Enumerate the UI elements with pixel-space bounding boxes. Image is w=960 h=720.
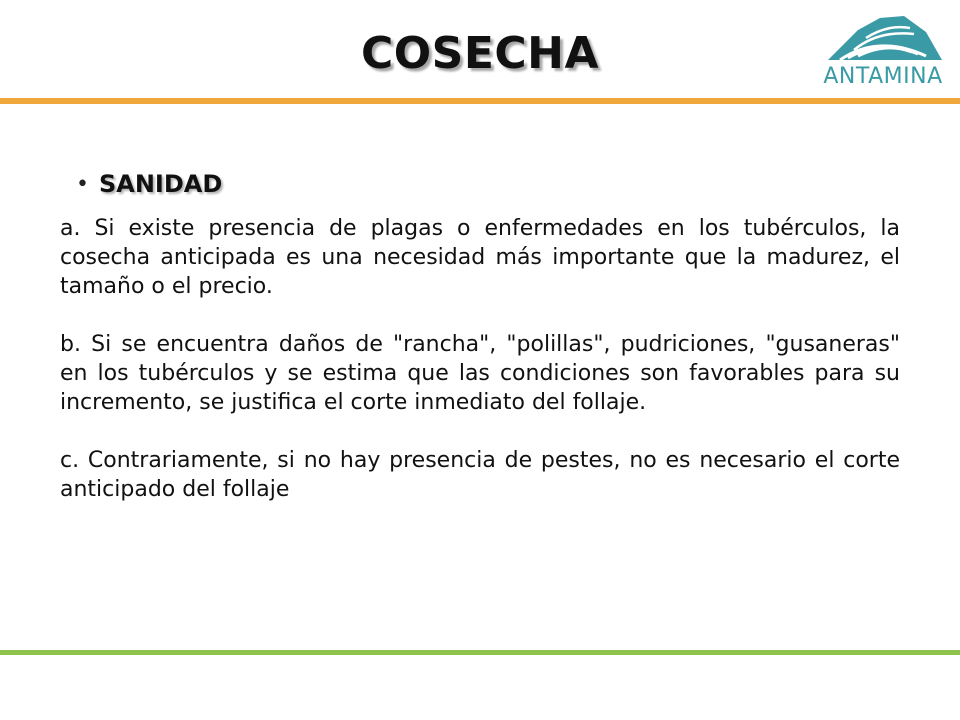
paragraph-b: b. Si se encuentra daños de "rancha", "polillas", pudriciones, "gusaneras" en los tubérculos y se estima que las condiciones son favorables para su incremento, se justifica el corte inmediato del follaje.: [60, 332, 900, 415]
antamina-logo: [818, 8, 948, 98]
top-accent-rule: [0, 98, 960, 104]
bottom-accent-rule: [0, 650, 960, 655]
bullet-label: SANIDAD: [98, 170, 223, 198]
paragraph-c: c. Contrariamente, si no hay presencia de pestes, no es necesario el corte anticipado del follaje: [60, 448, 900, 502]
logo-text: ANTAMINA: [823, 64, 943, 89]
mountain-logo-icon: [818, 8, 948, 68]
bullet-dot-icon: •: [76, 171, 89, 197]
slide-title: COSECHA: [360, 28, 600, 79]
body-text: [60, 214, 900, 504]
bullet-item: [76, 170, 222, 198]
paragraph-a: a. Si existe presencia de plagas o enfermedades en los tubérculos, la cosecha anticipada es una necesidad más importante que la madurez, el tamaño o el precio.: [60, 216, 900, 299]
